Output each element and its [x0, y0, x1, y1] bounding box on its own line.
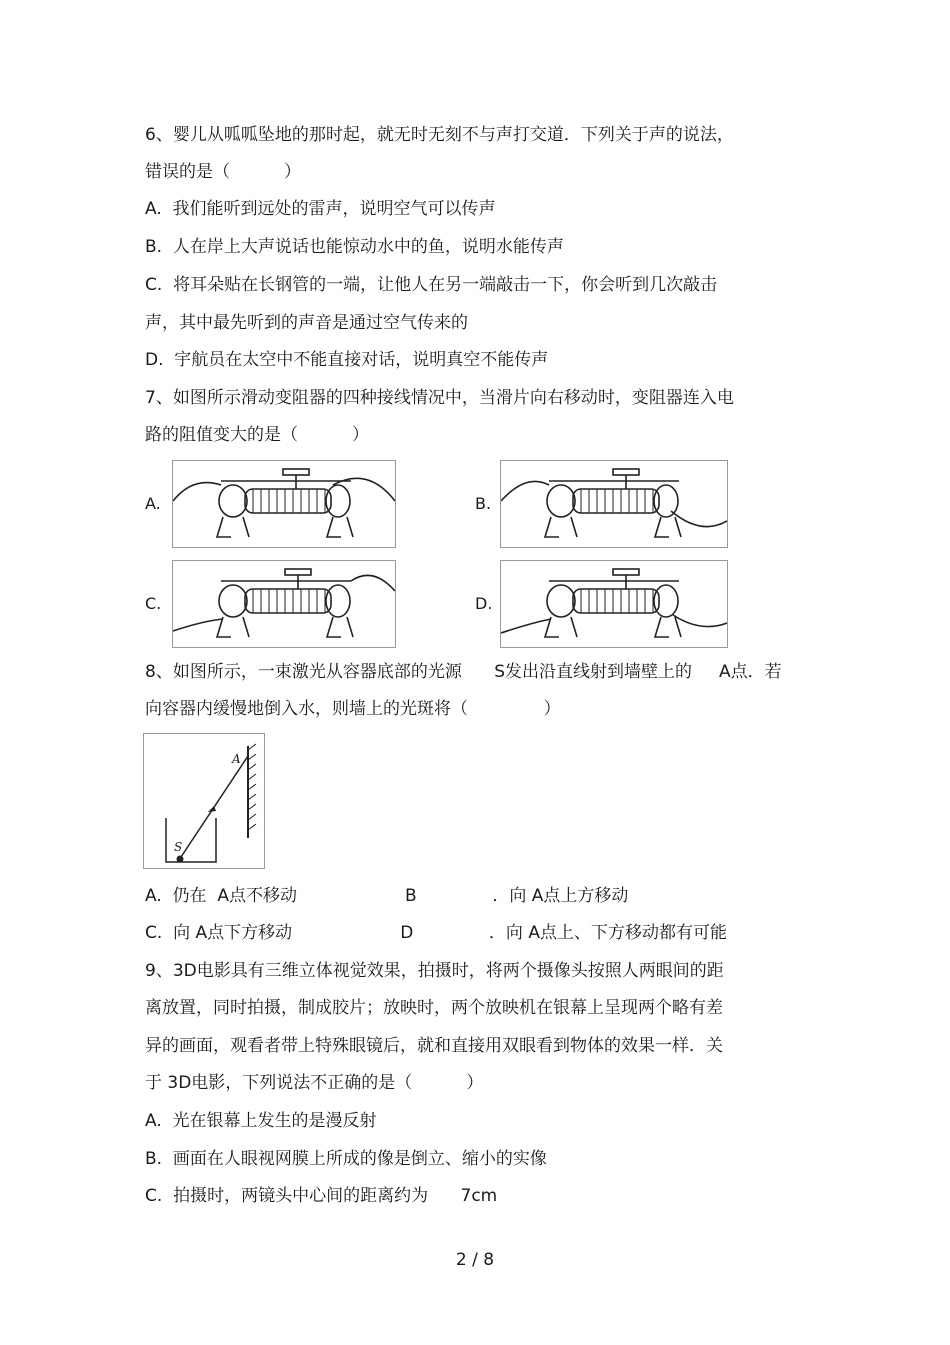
q7-stem-line-2: 路的阻值变大的是（ ）	[145, 425, 370, 445]
rheostat-figure-d	[500, 560, 728, 648]
q7-figure-label-a: A.	[145, 494, 161, 513]
q6-stem-line-2: 错误的是（ ）	[145, 162, 302, 182]
q6-stem-line-1: 6、婴儿从呱呱坠地的那时起，就无时无刻不与声打交道．下列关于声的说法，	[145, 125, 734, 145]
q9-stem-line-1: 9、3D电影具有三维立体视觉效果，拍摄时，将两个摄像头按照人两眼间的距	[145, 961, 724, 981]
q9-stem-line-2: 离放置，同时拍摄，制成胶片；放映时，两个放映机在银幕上呈现两个略有差	[145, 998, 723, 1018]
q7-figure-label-b: B.	[475, 494, 492, 513]
q9-stem-line-4: 于 3D电影，下列说法不正确的是（ ）	[145, 1073, 484, 1093]
rheostat-figure-b	[500, 460, 728, 548]
q9-stem-line-3: 异的画面，观看者带上特殊眼镜后，就和直接用双眼看到物体的效果一样．关	[145, 1036, 723, 1056]
q7-figure-label-c: C.	[145, 594, 162, 613]
q8-stem-line-2: 向容器内缓慢地倒入水，则墙上的光斑将（ ）	[145, 699, 561, 719]
page-number: 2 / 8	[455, 1250, 495, 1270]
q6-option-a: A. 我们能听到远处的雷声，说明空气可以传声	[145, 199, 496, 219]
q6-option-c-cont: 声，其中最先听到的声音是通过空气传来的	[145, 313, 468, 333]
q7-stem-line-1: 7、如图所示滑动变阻器的四种接线情况中，当滑片向右移动时，变阻器连入电	[145, 388, 734, 408]
q9-option-b: B. 画面在人眼视网膜上所成的像是倒立、缩小的实像	[145, 1149, 547, 1169]
q8-options-ab: A. 仍在 A点不移动 B ．向 A点上方移动	[145, 886, 629, 906]
rheostat-figure-c	[172, 560, 396, 648]
q6-option-c: C. 将耳朵贴在长钢管的一端，让他人在另一端敲击一下，你会听到几次敲击	[145, 275, 718, 295]
source-s-label: S	[174, 840, 183, 854]
q8-options-cd: C. 向 A点下方移动 D ．向 A点上、下方移动都有可能	[145, 923, 727, 943]
q8-stem-line-1: 8、如图所示，一束激光从容器底部的光源 S发出沿直线射到墙壁上的 A点．若	[145, 662, 782, 682]
q9-option-a: A. 光在银幕上发生的是漫反射	[145, 1111, 377, 1131]
q6-option-d: D. 宇航员在太空中不能直接对话，说明真空不能传声	[145, 350, 549, 370]
q7-figure-label-d: D.	[475, 594, 493, 613]
point-a-label: A	[232, 752, 241, 766]
laser-container-figure	[143, 733, 265, 869]
q6-option-b: B. 人在岸上大声说话也能惊动水中的鱼，说明水能传声	[145, 237, 564, 257]
rheostat-figure-a	[172, 460, 396, 548]
q9-option-c: C. 拍摄时，两镜头中心间的距离约为 7cm	[145, 1186, 498, 1206]
